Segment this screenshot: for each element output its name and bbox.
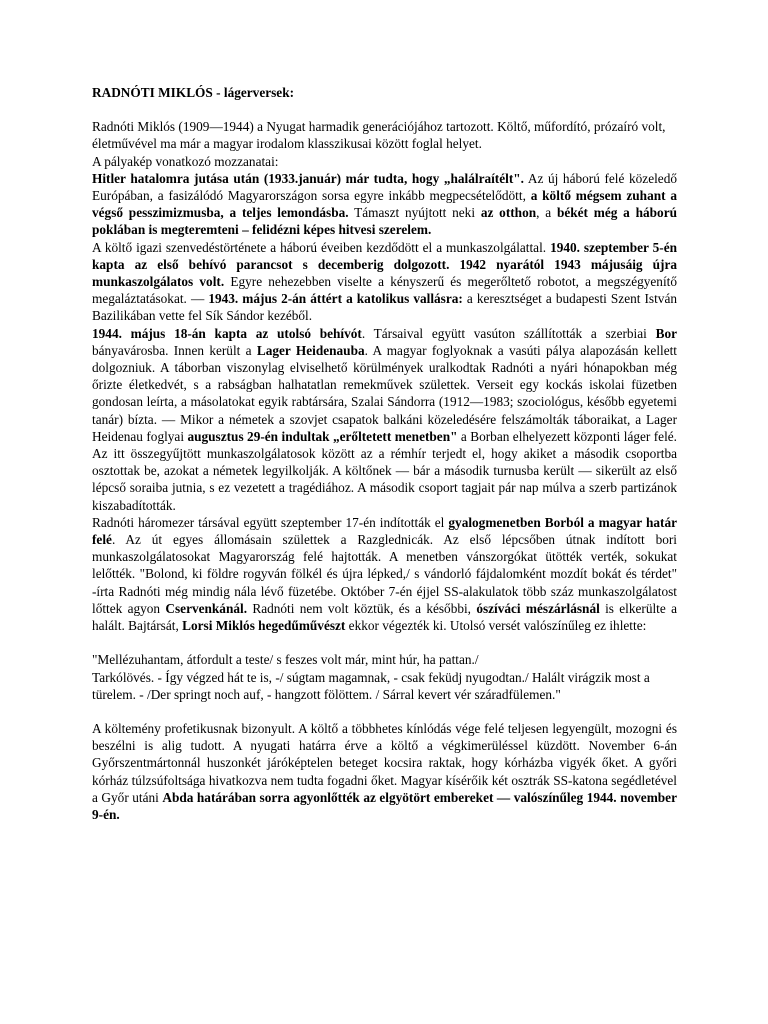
paragraph-1 [92,170,677,239]
bold-text-run: ószíváci mészárlásnál [476,600,600,616]
quote-line-1: "Mellézuhantam, átfordult a teste/ s feszes volt már, mint húr, ha pattan./ [92,652,479,668]
text-run: . Társaival együtt vasúton szállították a szerbiai [361,325,656,341]
document-title: RADNÓTI MIKLÓS - lágerversek: [92,85,295,100]
bold-text-run: 1943. május 2-án áttért a katolikus vallásra: [208,291,463,307]
spacer [92,101,677,118]
text-run: Támaszt nyújtott neki [348,205,481,221]
text-run: . A magyar foglyoknak a vasúti pálya alapozásán kellett dolgozniuk. A táborban viszonylag elviselhető körülmények uralkodtak Radnóti a nyári hónapokban még őrizte életkedvét, s a rabságban halhatatlan remekművek születtek. Verseit egy kockás iskolai füzetben gondosan leírta, a másolatokat egyik rabtársára, Szalai Sándorra (1912—1983; szociológus, később egyetemi tanár) bízta. — Mikor a németek a szovjet csapatok balkáni közeledésére felszámolták táboraikat, a Lager Heidenau foglyai [92,342,677,444]
text-run: ekkor végezték ki. Utolsó versét valószínűleg ez ihlette: [345,618,647,634]
bold-text-run: 1944. május 18-án kapta az utolsó behívót [92,325,362,341]
text-run: a keresztséget a budapesti Szent István Bazilikában vette fel Sík Sándor kezéből. [92,291,677,324]
spacer [92,703,677,720]
bold-text-run: békét még a háború poklában is megteremteni – felidézni képes hitvesi szerelem. [92,205,677,238]
text-run: Radnóti háromezer társával együtt szeptember 17-én indították el [92,514,449,530]
text-run: Az új háború felé közeledő Európában, a fasizálódó Magyarországon sorsa egyre inkább megpecsételődött, [92,170,678,204]
quote-line-2: Tarkólövés. - Így végzed hát te is, -/ súgtam magamnak, - csak feküdj nyugodtan./ Halált virágzik most a türelem. - /Der springt noch auf, - hangzott fölöttem. / Sárral kevert vér száradfülemen." [92,669,650,702]
text-run: , a [536,205,557,221]
text-run: . Az út egyes állomásain születtek a Razglednicák. Az első lépcsőben útnak indított bori munkaszolgálatosokat Magyarország felé hajtották. A menetben vánszorgókat ütötték verték, sokukat lelőtték. "Bolond, ki földre rogyván fölkél és újra lépked,/ s vándorló fájdalomként mozdít bokát és térdet" -írta Radnóti még mindig nála lévő füzetébe. Október 7-én éjjel SS-alakulatok több száz munkaszolgálatost lőttek agyon [92,532,677,616]
bold-text-run: az otthon [480,205,537,221]
bold-text-run: Bor [655,325,677,341]
bold-text-run: Hitler hatalomra jutása után (1933.január) már tudta, hogy „halálraítélt". [92,170,524,186]
section-label: A pályakép vonatkozó mozzanatai: [92,153,279,169]
paragraph-4 [92,514,677,634]
intro-paragraph: Radnóti Miklós (1909—1944) a Nyugat harmadik generációjához tartozott. Költő, műfordító, prózaíró volt, életművével ma már a magyar irodalom klasszikusai között foglal helyet. [92,119,666,152]
spacer [92,634,677,651]
text-run: A költemény profetikusnak bizonyult. A költő a többhetes kínlódás vége felé teljesen legyengült, mozogni és beszélni is alig tudott. A nyugati határra érve a költő a végkimerüléssel küzdött. November 6-án Győrszentmártonnál huszonkét járóképtelen beteget kocsira raktak, hogy kórházba vigyék őket. A győri kórház túlzsúfoltsága hivatkozva nem tudta fogadni őket. Magyar kísérőik két osztrák SS-katona segédletével a Győr utáni [92,720,677,805]
paragraph-2 [92,239,677,325]
bold-text-run: Cservenkánál. [165,600,248,616]
paragraph-3 [92,325,677,514]
paragraph-5 [92,720,677,823]
text-run: a Borban elhelyezett központi láger felé. Az itt összegyűjtött munkaszolgálatosok között az a rémhír terjedt el, hogy akiket a második csoportba osztottak be, azokat a németek legyilkolják. A költőnek — bár a második turnusba került — sikerült az első lépcső soraiba jutnia, s ez vezetett a tragédiához. A második csoport tagjait pár nap múlva a szerb partizánok kiszabadították. [92,428,678,513]
bold-text-run: Abda határában sorra agyonlőtték az elgyötört embereket — valószínűleg 1944. november 9-én. [92,789,677,822]
document-page [92,84,677,823]
bold-text-run: a költő mégsem zuhant a végső pesszimizmusba, a teljes lemondásba. [92,188,677,221]
bold-text-run: Lorsi Miklós hegedűművészt [182,618,346,634]
bold-text-run: Lager Heidenauba [256,342,365,358]
text-run: Radnóti nem volt köztük, és a későbbi, [247,600,477,616]
text-run: A költő igazi szenvedéstörténete a háború éveiben kezdődött el a munkaszolgálattal. [92,239,551,255]
bold-text-run: gyalogmenetben Borból a magyar határ felé [92,514,677,548]
bold-text-run: 1940. szeptember 5-én kapta az első behívó parancsot s decemberig dolgozott. 1942 nyarától 1943 májusáig újra munkaszolgálatos volt. [92,239,677,290]
bold-text-run: augusztus 29-én indultak „erőltetett menetben" [187,428,458,444]
text-run: is elkerülte a halált. Bajtársát, [92,600,677,634]
text-run: bányavárosba. Innen került a [92,342,257,358]
text-run: Egyre nehezebben viselte a kényszerű és megerőltető robotot, a megszégyenítő megaláztatásokat. — [92,274,677,307]
